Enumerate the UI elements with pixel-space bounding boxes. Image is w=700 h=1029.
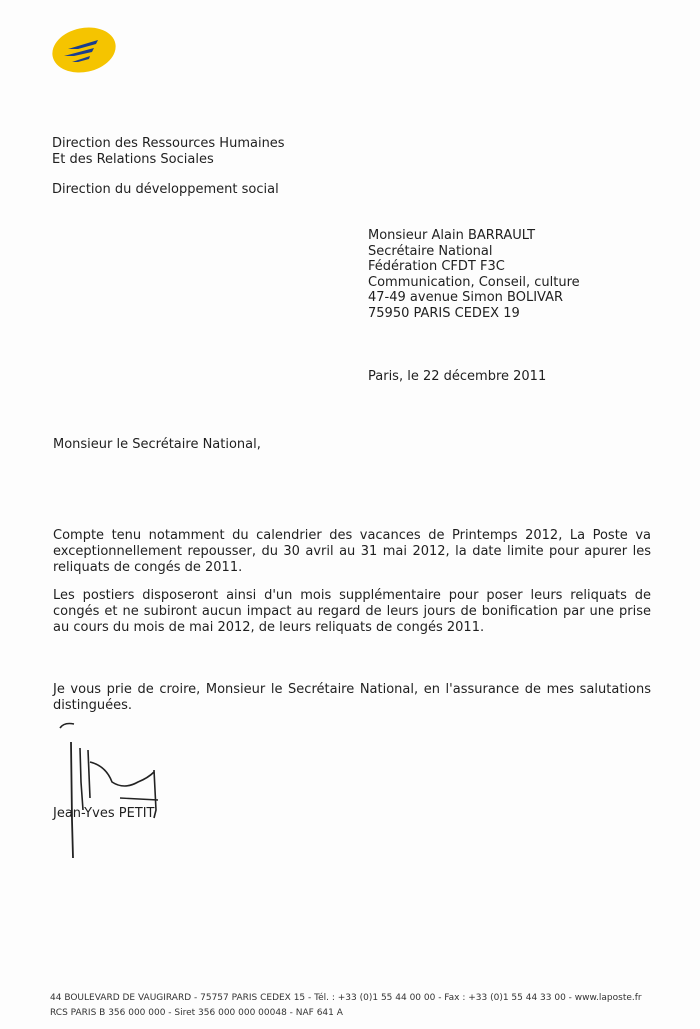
la-poste-bird-logo-icon: [50, 25, 120, 75]
closing-formula: Je vous prie de croire, Monsieur le Secrétaire National, en l'assurance de mes salutations distinguées.: [53, 682, 651, 713]
letter-body: [53, 528, 651, 648]
sender-line-2: Et des Relations Sociales: [52, 152, 214, 167]
recipient-name: Monsieur Alain BARRAULT: [368, 228, 536, 243]
sender-line-1: Direction des Ressources Humaines: [52, 136, 285, 151]
body-paragraph-1: Compte tenu notamment du calendrier des vacances de Printemps 2012, La Poste va exceptionnellement repousser, du 30 avril au 31 mai 2012, la date limite pour apurer les reliquats de congés de 2011.: [53, 528, 651, 575]
footer-registration-line: RCS PARIS B 356 000 000 - Siret 356 000 000 00048 - NAF 641 A: [50, 1008, 343, 1018]
handwritten-signature-icon: [50, 720, 170, 860]
recipient-street: 47-49 avenue Simon BOLIVAR: [368, 290, 564, 305]
recipient-title: Secrétaire National: [368, 243, 493, 259]
recipient-city: 75950 PARIS CEDEX 19: [368, 305, 520, 321]
recipient-address-block: [368, 228, 580, 321]
sender-block: [52, 136, 285, 198]
recipient-sector: Communication, Conseil, culture: [368, 274, 580, 290]
body-paragraph-2: Les postiers disposeront ainsi d'un mois supplémentaire pour poser leurs reliquats de congés et ne subiront aucun impact au regard de leurs jours de bonification par une prise au cours du mois de mai 2012, de leurs reliquats de congés 2011.: [53, 588, 651, 635]
recipient-federation: Fédération CFDT F3C: [368, 259, 505, 274]
salutation: Monsieur le Secrétaire National,: [53, 437, 261, 452]
signer-name: Jean-Yves PETIT: [53, 806, 155, 821]
letterhead-footer: [50, 991, 642, 1021]
footer-address-line: 44 BOULEVARD DE VAUGIRARD - 75757 PARIS CEDEX 15 - Tél. : +33 (0)1 55 44 00 00 - Fax : +33 (0)1 55 44 33 00 - www.laposte.fr: [50, 993, 642, 1003]
letter-date: Paris, le 22 décembre 2011: [368, 369, 547, 384]
sender-department: Direction du développement social: [52, 182, 279, 197]
